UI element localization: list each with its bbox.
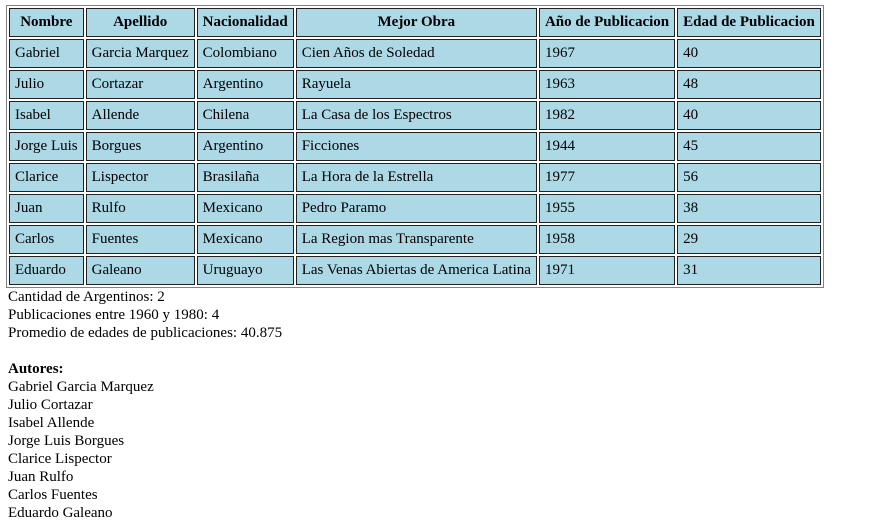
author-item: Isabel Allende <box>8 415 95 431</box>
cell-anio: 1967 <box>539 39 675 68</box>
authors-section <box>8 360 884 522</box>
header-mejor-obra: Mejor Obra <box>296 8 537 37</box>
cell-mejor-obra: Cien Años de Soledad <box>296 39 537 68</box>
authors-table <box>6 5 824 288</box>
author-item: Eduardo Galeano <box>8 505 113 521</box>
authors-title: Autores: <box>8 361 64 377</box>
stats-section <box>8 288 884 342</box>
cell-nacionalidad: Uruguayo <box>197 256 294 285</box>
table-row <box>9 132 821 161</box>
cell-anio: 1955 <box>539 194 675 223</box>
cell-nacionalidad: Chilena <box>197 101 294 130</box>
cell-apellido: Garcia Marquez <box>86 39 195 68</box>
cell-edad: 38 <box>677 194 821 223</box>
cell-apellido: Allende <box>86 101 195 130</box>
header-nombre: Nombre <box>9 8 84 37</box>
cell-anio: 1944 <box>539 132 675 161</box>
cell-nombre: Eduardo <box>9 256 84 285</box>
table-row <box>9 194 821 223</box>
cell-mejor-obra: Rayuela <box>296 70 537 99</box>
cell-nombre: Juan <box>9 194 84 223</box>
cell-anio: 1963 <box>539 70 675 99</box>
header-anio-publicacion: Año de Publicacion <box>539 8 675 37</box>
cell-nombre: Isabel <box>9 101 84 130</box>
author-item: Julio Cortazar <box>8 397 93 413</box>
stat-argentinos: Cantidad de Argentinos: 2 <box>8 289 165 305</box>
author-item: Jorge Luis Borgues <box>8 433 125 449</box>
cell-nacionalidad: Argentino <box>197 132 294 161</box>
cell-mejor-obra: Las Venas Abiertas de America Latina <box>296 256 537 285</box>
cell-edad: 40 <box>677 39 821 68</box>
cell-anio: 1971 <box>539 256 675 285</box>
cell-nombre: Gabriel <box>9 39 84 68</box>
cell-mejor-obra: Ficciones <box>296 132 537 161</box>
table-row <box>9 70 821 99</box>
cell-nacionalidad: Mexicano <box>197 194 294 223</box>
cell-edad: 48 <box>677 70 821 99</box>
stat-promedio: Promedio de edades de publicaciones: 40.875 <box>8 325 283 341</box>
cell-apellido: Lispector <box>86 163 195 192</box>
cell-nacionalidad: Colombiano <box>197 39 294 68</box>
stat-publicaciones: Publicaciones entre 1960 y 1980: 4 <box>8 307 220 323</box>
author-item: Juan Rulfo <box>8 469 74 485</box>
cell-nombre: Clarice <box>9 163 84 192</box>
cell-apellido: Rulfo <box>86 194 195 223</box>
cell-edad: 56 <box>677 163 821 192</box>
table-row <box>9 39 821 68</box>
cell-edad: 29 <box>677 225 821 254</box>
cell-mejor-obra: Pedro Paramo <box>296 194 537 223</box>
table-row <box>9 163 821 192</box>
cell-nacionalidad: Mexicano <box>197 225 294 254</box>
cell-edad: 31 <box>677 256 821 285</box>
spacer <box>8 342 884 360</box>
cell-mejor-obra: La Region mas Transparente <box>296 225 537 254</box>
table-row <box>9 256 821 285</box>
header-apellido: Apellido <box>86 8 195 37</box>
cell-edad: 45 <box>677 132 821 161</box>
cell-anio: 1977 <box>539 163 675 192</box>
cell-nombre: Jorge Luis <box>9 132 84 161</box>
table-header-row <box>9 8 821 37</box>
table-row <box>9 225 821 254</box>
cell-nacionalidad: Brasilaña <box>197 163 294 192</box>
cell-anio: 1958 <box>539 225 675 254</box>
header-nacionalidad: Nacionalidad <box>197 8 294 37</box>
cell-edad: 40 <box>677 101 821 130</box>
cell-mejor-obra: La Hora de la Estrella <box>296 163 537 192</box>
cell-apellido: Cortazar <box>86 70 195 99</box>
author-item: Gabriel Garcia Marquez <box>8 379 154 395</box>
table-row <box>9 101 821 130</box>
cell-apellido: Fuentes <box>86 225 195 254</box>
cell-mejor-obra: La Casa de los Espectros <box>296 101 537 130</box>
cell-apellido: Borgues <box>86 132 195 161</box>
cell-nacionalidad: Argentino <box>197 70 294 99</box>
cell-nombre: Carlos <box>9 225 84 254</box>
cell-apellido: Galeano <box>86 256 195 285</box>
author-item: Carlos Fuentes <box>8 487 98 503</box>
cell-anio: 1982 <box>539 101 675 130</box>
cell-nombre: Julio <box>9 70 84 99</box>
author-item: Clarice Lispector <box>8 451 112 467</box>
header-edad-publicacion: Edad de Publicacion <box>677 8 821 37</box>
